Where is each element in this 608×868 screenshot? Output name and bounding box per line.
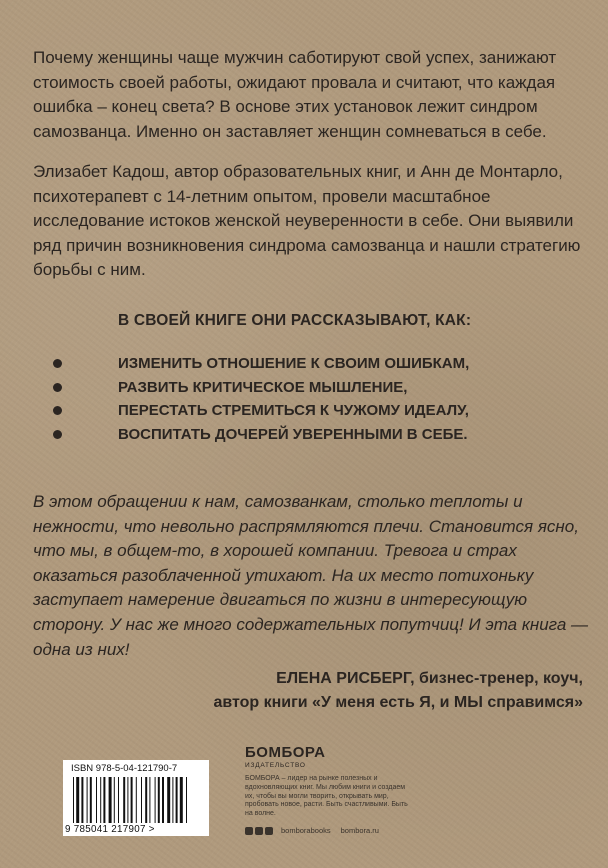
barcode-bar: [186, 777, 187, 823]
publisher-socials: [245, 826, 379, 835]
barcode-bar: [123, 777, 125, 823]
barcode-bar: [180, 777, 183, 823]
list-item-text: ВОСПИТАТЬ ДОЧЕРЕЙ УВЕРЕННЫМИ В СЕБЕ.: [118, 425, 468, 443]
isbn-label: ISBN 978-5-04-121790-7: [71, 763, 178, 774]
publisher-description: БОМБОРА – лидер на рынке полезных и вдохновляющих книг. Мы любим книги и создаем их, чтобы вы могли творить, открывать мир, пробовать новое, расти. Быть счастливыми. Быть на волне.: [245, 775, 408, 818]
social-handle: bomborabooks: [281, 826, 331, 835]
intro-paragraph-1: Почему женщины чаще мужчин саботируют свой успех, занижают стоимость своей работы, ожидают провала и считают, что каждая ошибка – конец света? В основе этих установок лежит синдром самозванца. Именно он заставляет женщин сомневаться в себе.: [33, 48, 557, 141]
barcode-block: [63, 760, 209, 836]
list-item-text: РАЗВИТЬ КРИТИЧЕСКОЕ МЫШЛЕНИЕ,: [118, 378, 408, 396]
barcode-graphic: [73, 777, 199, 823]
bullet-dot-icon: [53, 406, 62, 415]
bullet-list: [0, 352, 469, 446]
facebook-icon: [245, 827, 253, 835]
barcode-bar: [100, 777, 101, 823]
barcode-bar: [141, 777, 142, 823]
publisher-website: bombora.ru: [340, 826, 379, 835]
barcode-bar: [127, 777, 128, 823]
review-quote: В этом обращении к нам, самозванкам, столько теплоты и нежности, что невольно распрямляются плечи. Становится ясно, что мы, в общем-то, в хорошей компании. Тревога и страх оказаться разоблаченной утихают. На их место потихоньку заступает намерение двигаться по жизни в интересующую сторону. У нас же много содержательных попутчиц! И эта книга — одна из них!: [33, 492, 589, 659]
vk-icon: [255, 827, 263, 835]
publisher-logo: БОМБОРА: [245, 744, 326, 761]
quote-author-book: автор книги «У меня есть Я, и МЫ справимся»: [213, 694, 583, 711]
barcode-bar: [90, 777, 92, 823]
intro-paragraph-2: Элизабет Кадош, автор образовательных книг, и Анн де Монтарло, психотерапевт с 14-летним опытом, провели масштабное исследование истоков женской неуверенности в себе. Они выявили ряд причин возникновения синдрома самозванца и нашли стратегию борьбы с ним.: [33, 162, 581, 280]
list-item: [0, 352, 469, 376]
quote-author-line: [276, 667, 583, 691]
list-item: [0, 399, 469, 423]
barcode-bar: [131, 777, 133, 823]
bullet-dot-icon: [53, 383, 62, 392]
list-item-text: ИЗМЕНИТЬ ОТНОШЕНИЕ К СВОИМ ОШИБКАМ,: [118, 355, 470, 372]
list-item: [0, 376, 469, 400]
barcode-bar: [172, 777, 173, 823]
barcode-bar: [114, 777, 115, 823]
quote-author-name: ЕЛЕНА РИСБЕРГ: [276, 670, 411, 687]
barcode-bar: [167, 777, 170, 823]
barcode-bar: [109, 777, 112, 823]
barcode-bar: [103, 777, 105, 823]
barcode-bar: [96, 777, 97, 823]
barcode-bar: [76, 777, 79, 823]
barcode-bar: [87, 777, 88, 823]
barcode-bar: [145, 777, 147, 823]
quote-author-role: , бизнес-тренер, коуч,: [410, 670, 583, 687]
barcode-bar: [176, 777, 178, 823]
bullet-dot-icon: [53, 359, 62, 368]
barcode-bar: [73, 777, 74, 823]
instagram-icon: [265, 827, 273, 835]
barcode-bar: [118, 777, 119, 823]
bullet-dot-icon: [53, 430, 62, 439]
barcode-bar: [158, 777, 160, 823]
list-item-text: ПЕРЕСТАТЬ СТРЕМИТЬСЯ К ЧУЖОМУ ИДЕАЛУ,: [118, 402, 469, 419]
barcode-bar: [155, 777, 156, 823]
barcode-bar: [136, 777, 137, 823]
barcode-bar: [149, 777, 150, 823]
list-heading: В СВОЕЙ КНИГЕ ОНИ РАССКАЗЫВАЮТ, КАК:: [118, 312, 472, 329]
publisher-logo-sub: ИЗДАТЕЛЬСТВО: [245, 762, 306, 769]
list-item: [0, 423, 469, 447]
barcode-bar: [162, 777, 164, 823]
barcode-digits: 9 785041 217907 >: [65, 824, 155, 835]
barcode-bar: [81, 777, 83, 823]
